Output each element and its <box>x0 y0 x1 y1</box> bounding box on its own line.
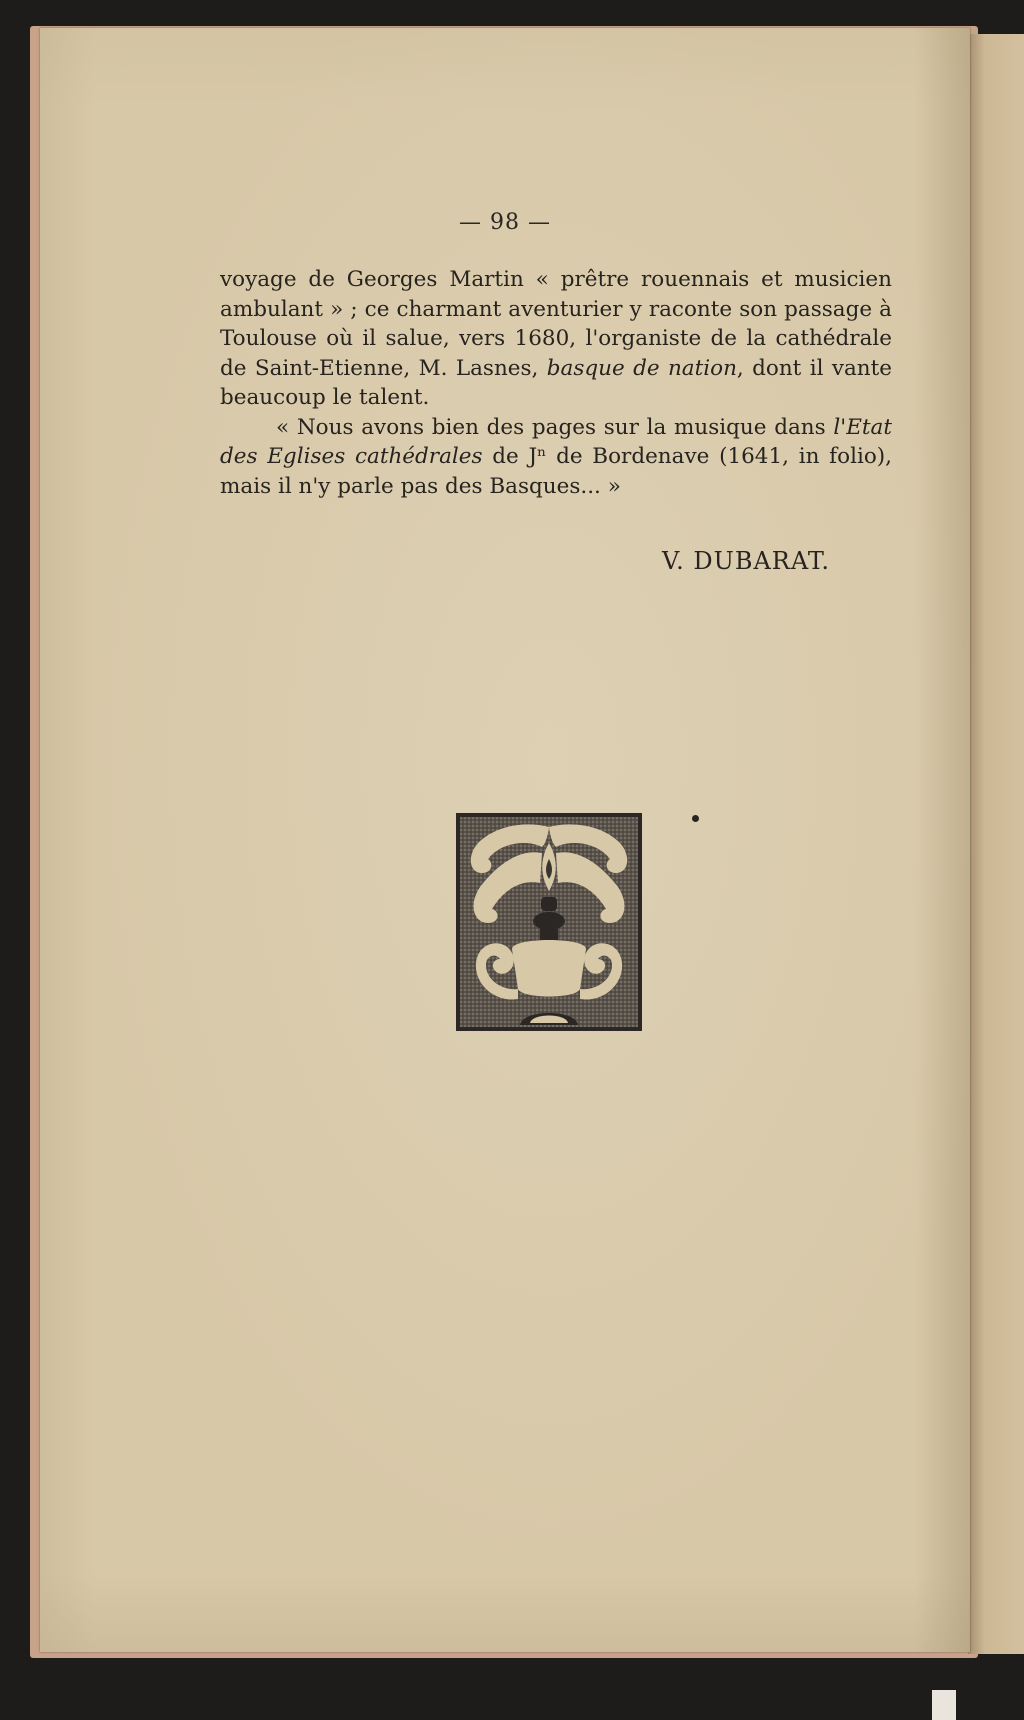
paragraph-2-start: « Nous avons bien des pages sur la musique dans <box>276 414 834 440</box>
ink-spot <box>692 815 699 822</box>
fleuron-vase-icon <box>456 813 642 1031</box>
paragraph-2-end: de Jⁿ de Bordenave (1641, in folio), mais il n'y parle pas des Basques... » <box>220 444 892 499</box>
paragraph-1-italic: basque de nation <box>546 355 737 381</box>
body-text <box>220 265 892 501</box>
paragraph-1-end: , dont il vante beaucoup le talent. <box>220 355 892 410</box>
author-signature: V. DUBARAT. <box>661 547 830 575</box>
paragraph-1 <box>220 265 892 413</box>
book-page <box>40 28 970 1652</box>
paragraph-1-start: voyage de Georges Martin « prêtre rouennais et musicien ambulant » ; ce charmant aventurier y raconte son passage à Toulouse où il salue, vers 1680, l'organiste de la cathédrale de Saint-Etienne, M. Lasnes, <box>220 267 892 381</box>
next-page-edge <box>968 34 1024 1654</box>
paragraph-2 <box>220 413 892 502</box>
paper-tab <box>932 1690 956 1720</box>
paragraph-2-italic: l'Etat des Eglises cathédrales <box>220 414 892 469</box>
page-number: — 98 — <box>459 210 551 235</box>
